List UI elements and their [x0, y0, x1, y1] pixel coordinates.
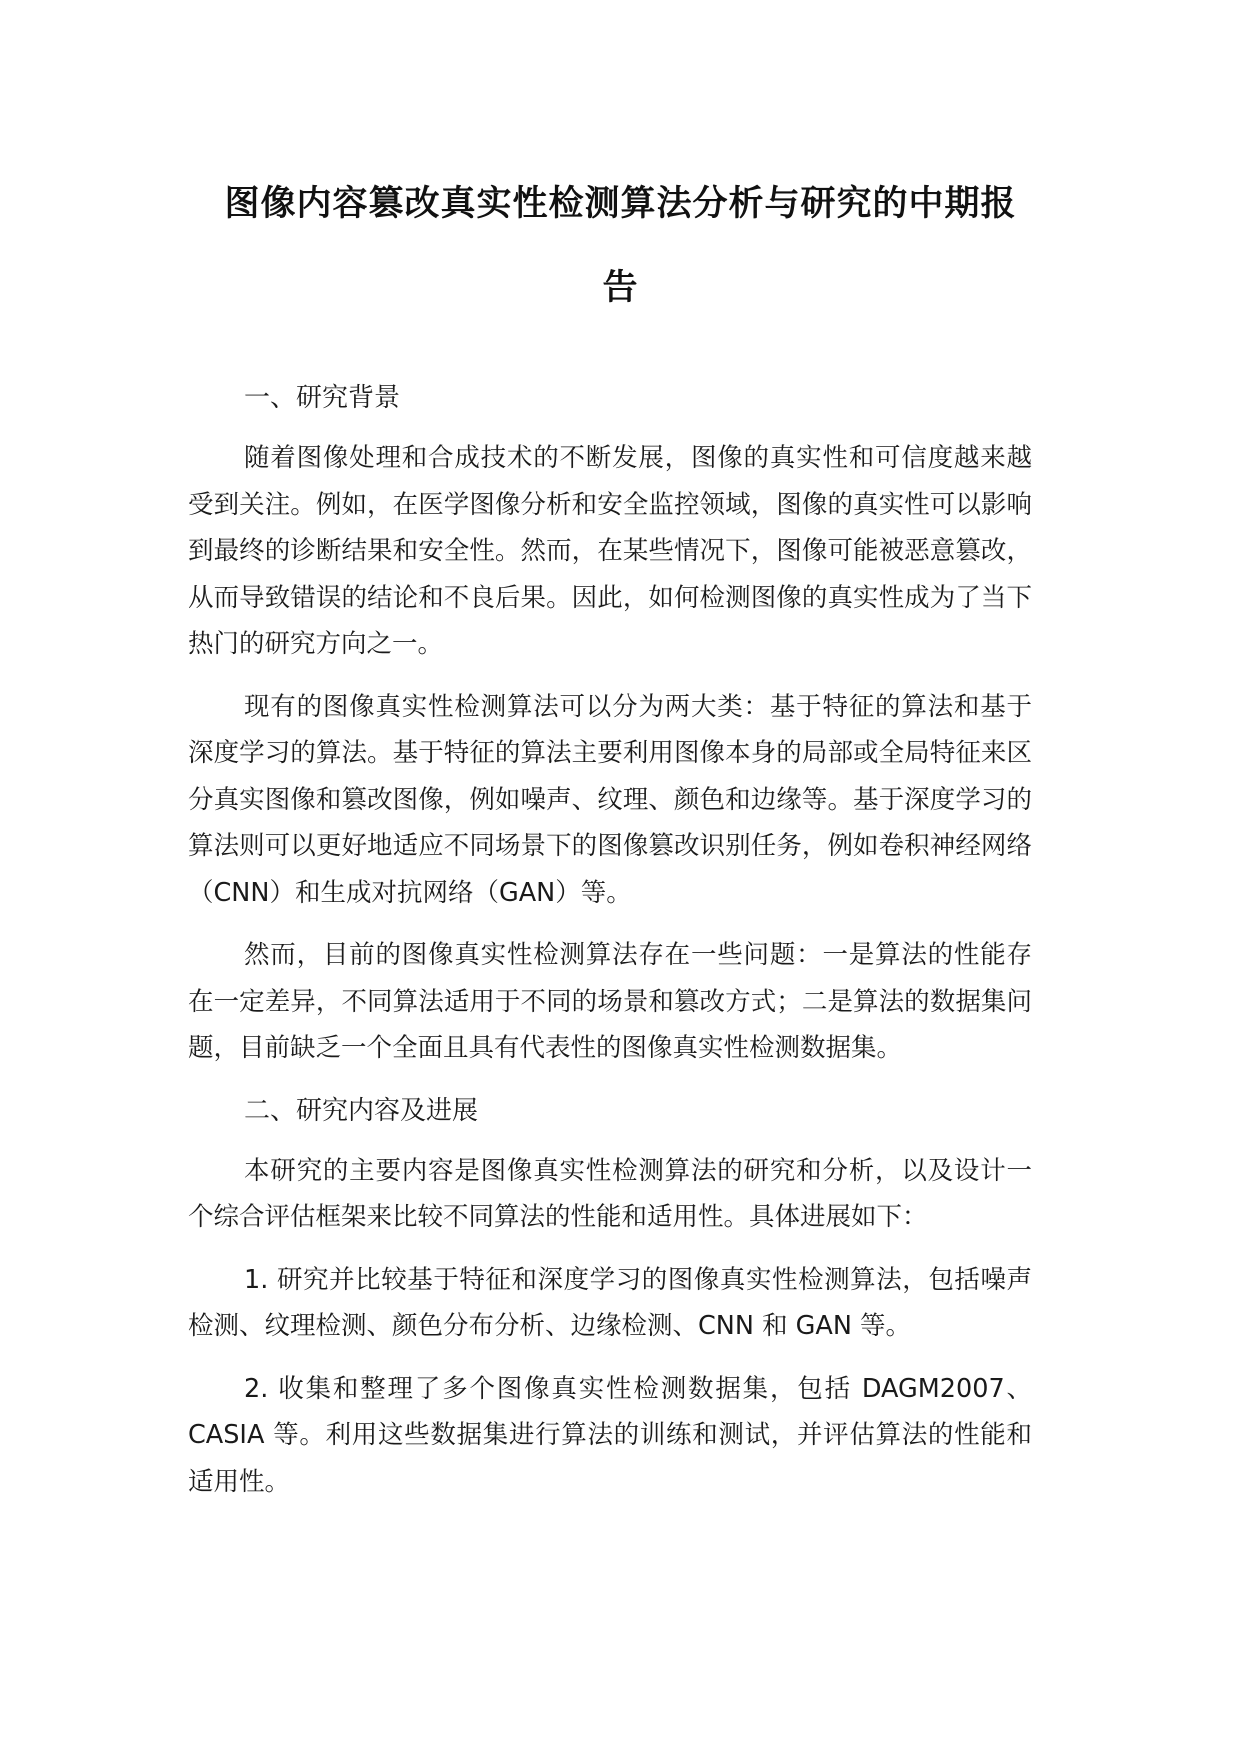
paragraph-background-2: 现有的图像真实性检测算法可以分为两大类：基于特征的算法和基于深度学习的算法。基于特征的算法主要利用图像本身的局部或全局特征来区分真实图像和篡改图像，例如噪声、纹理、颜色和边缘等。基于深度学习的算法则可以更好地适应不同场景下的图像篡改识别任务，例如卷积神经网络（CNN）和生成对抗网络（GAN）等。 [188, 691, 1032, 908]
paragraph-content-1: 本研究的主要内容是图像真实性检测算法的研究和分析，以及设计一个综合评估框架来比较不同算法的性能和适用性。具体进展如下： [188, 1155, 1032, 1232]
document-title-line-2: 告 [602, 268, 639, 308]
paragraph-background-3: 然而，目前的图像真实性检测算法存在一些问题：一是算法的性能存在一定差异，不同算法适用于不同的场景和篡改方式；二是算法的数据集问题，目前缺乏一个全面且具有代表性的图像真实性检测数据集。 [188, 940, 1032, 1063]
list-item-progress-2: 2. 收集和整理了多个图像真实性检测数据集，包括 DAGM2007、CASIA 等。利用这些数据集进行算法的训练和测试，并评估算法的性能和适用性。 [188, 1373, 1032, 1497]
section-heading-background: 一、研究背景 [244, 383, 401, 413]
document-body [188, 375, 1032, 1521]
paragraph-background-1: 随着图像处理和合成技术的不断发展，图像的真实性和可信度越来越受到关注。例如，在医学图像分析和安全监控领域，图像的真实性可以影响到最终的诊断结果和安全性。然而，在某些情况下，图像可能被恶意篡改，从而导致错误的结论和不良后果。因此，如何检测图像的真实性成为了当下热门的研究方向之一。 [188, 443, 1032, 659]
section-heading-content-progress: 二、研究内容及进展 [244, 1095, 479, 1126]
list-item-progress-1: 1. 研究并比较基于特征和深度学习的图像真实性检测算法，包括噪声检测、纹理检测、颜色分布分析、边缘检测、CNN 和 GAN 等。 [188, 1264, 1032, 1341]
document-title-line-1: 图像内容篡改真实性检测算法分析与研究的中期报 [224, 184, 1017, 224]
